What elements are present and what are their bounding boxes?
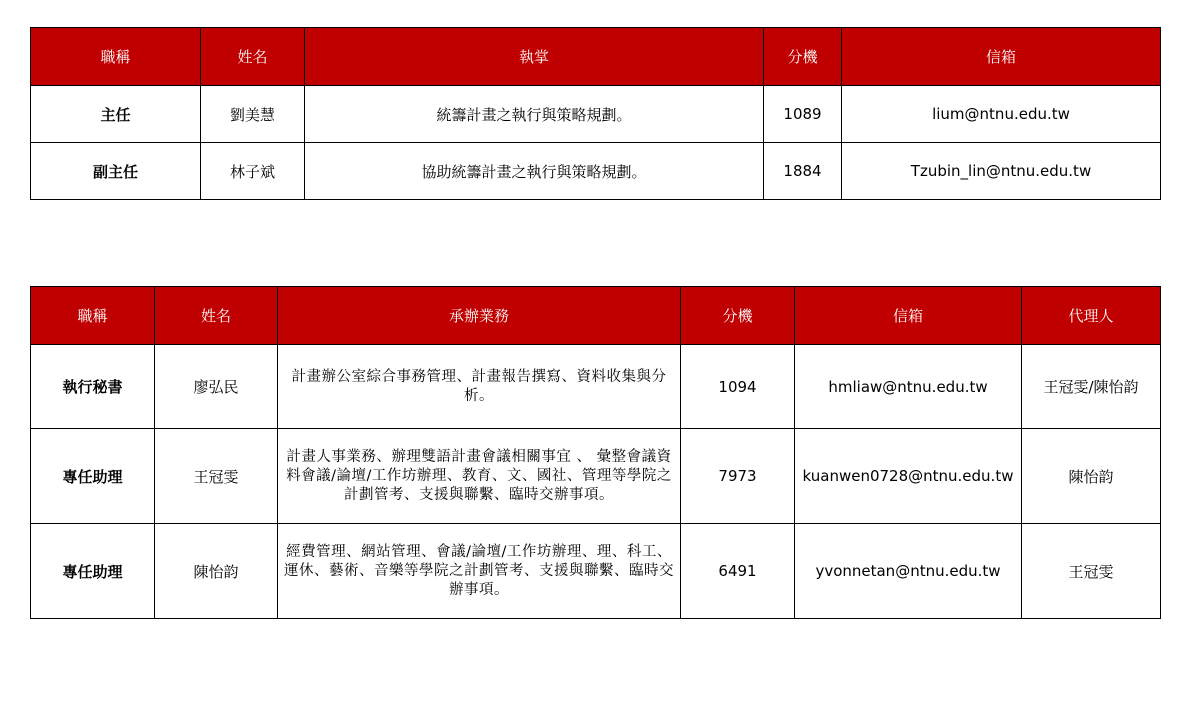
leadership-table — [30, 27, 1161, 200]
table-header-row — [31, 287, 1161, 345]
cell-duty: 經費管理、網站管理、會議/論壇/工作坊辦理、理、科工、運休、藝術、音樂等學院之計劃管考、支援與聯繫、臨時交辦事項。 — [278, 524, 681, 619]
cell-extension: 7973 — [681, 429, 795, 524]
cell-title: 主任 — [31, 86, 201, 143]
cell-title: 執行秘書 — [31, 345, 155, 429]
cell-name: 陳怡韵 — [155, 524, 278, 619]
header-extension: 分機 — [681, 287, 795, 345]
table-row — [31, 143, 1161, 200]
staff-table — [30, 286, 1161, 619]
cell-title: 副主任 — [31, 143, 201, 200]
cell-duty: 協助統籌計畫之執行與策略規劃。 — [305, 143, 764, 200]
cell-extension: 1884 — [764, 143, 842, 200]
header-title: 職稱 — [31, 28, 201, 86]
cell-name: 劉美慧 — [201, 86, 305, 143]
header-duty: 承辦業務 — [278, 287, 681, 345]
header-proxy: 代理人 — [1022, 287, 1161, 345]
table-row — [31, 524, 1161, 619]
header-email: 信箱 — [795, 287, 1022, 345]
header-extension: 分機 — [764, 28, 842, 86]
cell-title: 專任助理 — [31, 429, 155, 524]
table-row — [31, 429, 1161, 524]
cell-email: hmliaw@ntnu.edu.tw — [795, 345, 1022, 429]
cell-title: 專任助理 — [31, 524, 155, 619]
cell-duty: 計畫辦公室綜合事務管理、計畫報告撰寫、資料收集與分析。 — [278, 345, 681, 429]
header-title: 職稱 — [31, 287, 155, 345]
cell-name: 王冠雯 — [155, 429, 278, 524]
cell-proxy: 陳怡韵 — [1022, 429, 1161, 524]
header-name: 姓名 — [201, 28, 305, 86]
cell-duty: 計畫人事業務、辦理雙語計畫會議相關事宜 、 彙整會議資料會議/論壇/工作坊辦理、教育、文、國社、管理等學院之計劃管考、支援與聯繫、臨時交辦事項。 — [278, 429, 681, 524]
table-header-row — [31, 28, 1161, 86]
header-duty: 執掌 — [305, 28, 764, 86]
cell-proxy: 王冠雯/陳怡韵 — [1022, 345, 1161, 429]
header-email: 信箱 — [842, 28, 1161, 86]
header-name: 姓名 — [155, 287, 278, 345]
cell-name: 林子斌 — [201, 143, 305, 200]
table-row — [31, 86, 1161, 143]
cell-email: Tzubin_lin@ntnu.edu.tw — [842, 143, 1161, 200]
cell-email: kuanwen0728@ntnu.edu.tw — [795, 429, 1022, 524]
cell-proxy: 王冠雯 — [1022, 524, 1161, 619]
cell-extension: 1094 — [681, 345, 795, 429]
cell-email: lium@ntnu.edu.tw — [842, 86, 1161, 143]
cell-name: 廖弘民 — [155, 345, 278, 429]
cell-extension: 1089 — [764, 86, 842, 143]
cell-duty: 統籌計畫之執行與策略規劃。 — [305, 86, 764, 143]
table-row — [31, 345, 1161, 429]
cell-email: yvonnetan@ntnu.edu.tw — [795, 524, 1022, 619]
cell-extension: 6491 — [681, 524, 795, 619]
